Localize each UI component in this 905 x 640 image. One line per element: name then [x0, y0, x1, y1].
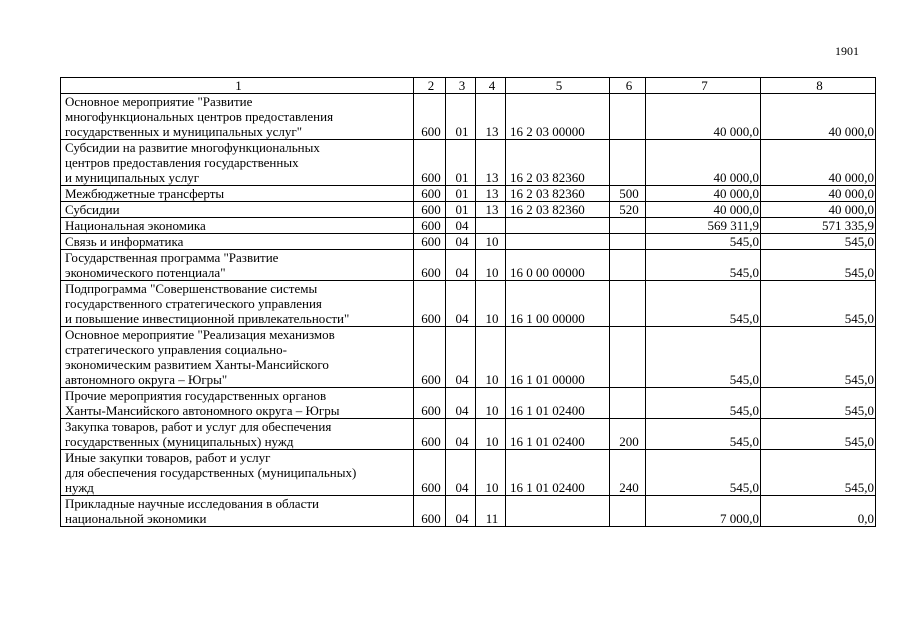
subsection-code-cell: 10 [476, 250, 506, 281]
amount-year1-cell: 40 000,0 [646, 186, 761, 202]
expense-type-cell [610, 496, 646, 527]
ministry-code-cell: 600 [414, 450, 446, 496]
subsection-code-cell: 11 [476, 496, 506, 527]
expense-type-cell [610, 327, 646, 388]
column-header: 1 [61, 78, 414, 94]
section-code-cell: 01 [446, 202, 476, 218]
column-header: 2 [414, 78, 446, 94]
expense-type-cell [610, 250, 646, 281]
amount-year1-cell: 545,0 [646, 450, 761, 496]
item-name-cell: Иные закупки товаров, работ и услуг для обеспечения государственных (муниципальных) нужд [61, 450, 414, 496]
subsection-code-cell: 13 [476, 140, 506, 186]
target-article-cell: 16 2 03 82360 [506, 140, 610, 186]
subsection-code-cell: 10 [476, 419, 506, 450]
column-header: 6 [610, 78, 646, 94]
section-code-cell: 04 [446, 218, 476, 234]
table-row [61, 327, 876, 388]
table-row [61, 218, 876, 234]
subsection-code-cell: 13 [476, 186, 506, 202]
item-name-cell: Национальная экономика [61, 218, 414, 234]
amount-year1-cell: 40 000,0 [646, 140, 761, 186]
ministry-code-cell: 600 [414, 140, 446, 186]
expense-type-cell [610, 388, 646, 419]
target-article-cell: 16 1 01 02400 [506, 419, 610, 450]
table-row [61, 94, 876, 140]
table-row [61, 388, 876, 419]
target-article-cell: 16 2 03 82360 [506, 202, 610, 218]
expense-type-cell: 240 [610, 450, 646, 496]
target-article-cell: 16 1 01 02400 [506, 388, 610, 419]
amount-year1-cell: 40 000,0 [646, 94, 761, 140]
target-article-cell: 16 1 01 00000 [506, 327, 610, 388]
expense-type-cell [610, 281, 646, 327]
budget-table [60, 77, 876, 527]
subsection-code-cell: 10 [476, 327, 506, 388]
target-article-cell [506, 218, 610, 234]
ministry-code-cell: 600 [414, 250, 446, 281]
amount-year1-cell: 545,0 [646, 250, 761, 281]
subsection-code-cell [476, 218, 506, 234]
amount-year2-cell: 40 000,0 [761, 94, 876, 140]
section-code-cell: 01 [446, 94, 476, 140]
subsection-code-cell: 10 [476, 388, 506, 419]
amount-year1-cell: 40 000,0 [646, 202, 761, 218]
table-row [61, 281, 876, 327]
table-row [61, 186, 876, 202]
section-code-cell: 04 [446, 419, 476, 450]
target-article-cell: 16 2 03 82360 [506, 186, 610, 202]
column-number-row [61, 78, 876, 94]
ministry-code-cell: 600 [414, 234, 446, 250]
page-number: 1901 [835, 44, 859, 58]
item-name-cell: Связь и информатика [61, 234, 414, 250]
amount-year1-cell: 545,0 [646, 327, 761, 388]
subsection-code-cell: 10 [476, 450, 506, 496]
item-name-cell: Прочие мероприятия государственных органов Ханты-Мансийского автономного округа – Югры [61, 388, 414, 419]
item-name-cell: Основное мероприятие "Развитие многофункциональных центров предоставления государственных и муниципальных услуг" [61, 94, 414, 140]
section-code-cell: 04 [446, 250, 476, 281]
expense-type-cell: 520 [610, 202, 646, 218]
section-code-cell: 04 [446, 450, 476, 496]
column-header: 5 [506, 78, 610, 94]
ministry-code-cell: 600 [414, 388, 446, 419]
table-row [61, 496, 876, 527]
section-code-cell: 04 [446, 327, 476, 388]
item-name-cell: Межбюджетные трансферты [61, 186, 414, 202]
table-row [61, 450, 876, 496]
item-name-cell: Закупка товаров, работ и услуг для обеспечения государственных (муниципальных) нужд [61, 419, 414, 450]
ministry-code-cell: 600 [414, 218, 446, 234]
ministry-code-cell: 600 [414, 496, 446, 527]
ministry-code-cell: 600 [414, 186, 446, 202]
target-article-cell [506, 496, 610, 527]
section-code-cell: 04 [446, 281, 476, 327]
subsection-code-cell: 10 [476, 234, 506, 250]
column-header: 3 [446, 78, 476, 94]
amount-year2-cell: 40 000,0 [761, 140, 876, 186]
amount-year2-cell: 40 000,0 [761, 186, 876, 202]
amount-year2-cell: 545,0 [761, 450, 876, 496]
target-article-cell: 16 1 01 02400 [506, 450, 610, 496]
amount-year2-cell: 545,0 [761, 281, 876, 327]
expense-type-cell [610, 94, 646, 140]
amount-year1-cell: 545,0 [646, 281, 761, 327]
target-article-cell: 16 0 00 00000 [506, 250, 610, 281]
amount-year2-cell: 545,0 [761, 234, 876, 250]
subsection-code-cell: 13 [476, 202, 506, 218]
amount-year1-cell: 545,0 [646, 388, 761, 419]
expense-type-cell [610, 234, 646, 250]
table-row [61, 140, 876, 186]
target-article-cell: 16 1 00 00000 [506, 281, 610, 327]
table-row [61, 250, 876, 281]
table-row [61, 202, 876, 218]
target-article-cell [506, 234, 610, 250]
amount-year2-cell: 545,0 [761, 419, 876, 450]
ministry-code-cell: 600 [414, 94, 446, 140]
expense-type-cell: 200 [610, 419, 646, 450]
item-name-cell: Подпрограмма "Совершенствование системы государственного стратегического управления и повышение инвестиционной привлекательности" [61, 281, 414, 327]
ministry-code-cell: 600 [414, 202, 446, 218]
amount-year2-cell: 545,0 [761, 388, 876, 419]
column-header: 4 [476, 78, 506, 94]
expense-type-cell [610, 218, 646, 234]
ministry-code-cell: 600 [414, 327, 446, 388]
amount-year2-cell: 571 335,9 [761, 218, 876, 234]
item-name-cell: Основное мероприятие "Реализация механизмов стратегического управления социально- экономическим развитием Ханты-Мансийского автономного округа – Югры" [61, 327, 414, 388]
amount-year2-cell: 545,0 [761, 327, 876, 388]
amount-year1-cell: 569 311,9 [646, 218, 761, 234]
expense-type-cell: 500 [610, 186, 646, 202]
amount-year1-cell: 545,0 [646, 234, 761, 250]
amount-year1-cell: 545,0 [646, 419, 761, 450]
item-name-cell: Субсидии [61, 202, 414, 218]
amount-year1-cell: 7 000,0 [646, 496, 761, 527]
ministry-code-cell: 600 [414, 281, 446, 327]
table-row [61, 419, 876, 450]
section-code-cell: 01 [446, 140, 476, 186]
item-name-cell: Прикладные научные исследования в области национальной экономики [61, 496, 414, 527]
amount-year2-cell: 40 000,0 [761, 202, 876, 218]
section-code-cell: 04 [446, 234, 476, 250]
item-name-cell: Субсидии на развитие многофункциональных центров предоставления государственных и муниципальных услуг [61, 140, 414, 186]
target-article-cell: 16 2 03 00000 [506, 94, 610, 140]
item-name-cell: Государственная программа "Развитие экономического потенциала" [61, 250, 414, 281]
amount-year2-cell: 545,0 [761, 250, 876, 281]
expense-type-cell [610, 140, 646, 186]
section-code-cell: 04 [446, 388, 476, 419]
section-code-cell: 04 [446, 496, 476, 527]
subsection-code-cell: 10 [476, 281, 506, 327]
amount-year2-cell: 0,0 [761, 496, 876, 527]
section-code-cell: 01 [446, 186, 476, 202]
table-row [61, 234, 876, 250]
column-header: 7 [646, 78, 761, 94]
ministry-code-cell: 600 [414, 419, 446, 450]
subsection-code-cell: 13 [476, 94, 506, 140]
column-header: 8 [761, 78, 876, 94]
